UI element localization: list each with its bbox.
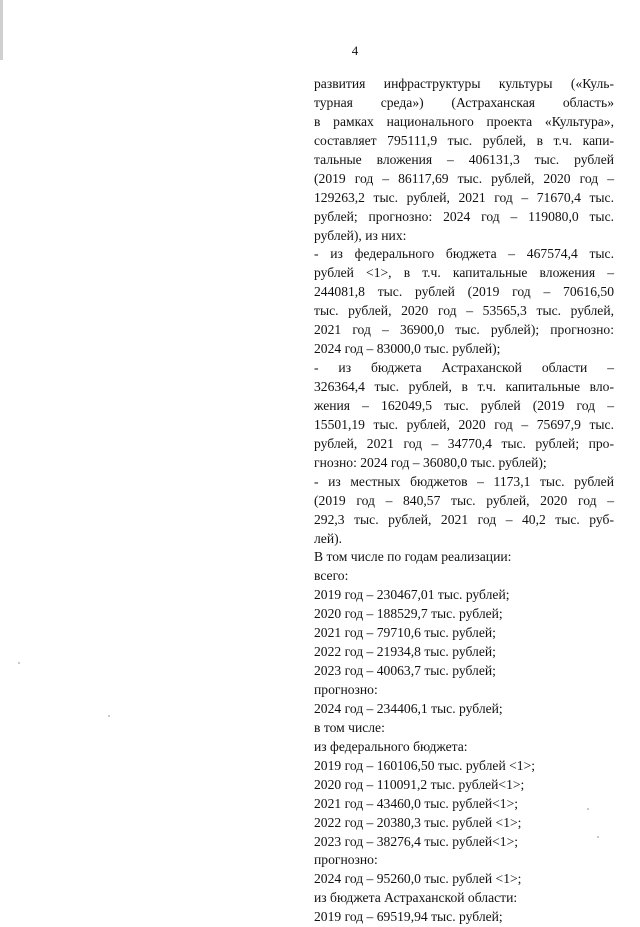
text-line: (2019 год – 86117,69 тыс. рублей, 2020 год – — [314, 170, 614, 186]
text-line: 2019 год – 69519,94 тыс. рублей; — [314, 909, 503, 925]
text-line: 2019 год – 160106,50 тыс. рублей <1>; — [314, 757, 536, 773]
text-line: - из федерального бюджета – 467574,4 тыс. — [314, 246, 614, 262]
text-line: тыс. рублей, 2020 год – 53565,3 тыс. рублей, — [314, 303, 614, 319]
text-line: 2024 год – 234406,1 тыс. рублей; — [314, 700, 503, 716]
text-line: развития инфраструктуры культуры («Куль- — [314, 76, 614, 91]
text-line: тальные вложения – 406131,3 тыс. рублей — [314, 151, 614, 167]
page-number: 4 — [351, 43, 359, 58]
text-line: прогнозно: — [314, 852, 378, 868]
scan-speck — [597, 836, 599, 838]
scan-edge-mark — [0, 0, 3, 60]
scan-speck — [587, 808, 589, 810]
text-line: 2021 год – 43460,0 тыс. рублей<1>; — [314, 795, 519, 811]
text-line: 2023 год – 40063,7 тыс. рублей; — [314, 663, 496, 679]
text-line: всего: — [314, 568, 349, 584]
scan-speck — [108, 715, 110, 717]
text-line: гнозно: 2024 год – 36080,0 тыс. рублей); — [314, 454, 547, 470]
text-line: В том числе по годам реализации: — [314, 549, 512, 565]
text-column — [314, 75, 614, 927]
text-line: - из местных бюджетов – 1173,1 тыс. рублей — [314, 473, 614, 489]
text-line: 2024 год – 95260,0 тыс. рублей <1>; — [314, 871, 522, 887]
text-line: - из бюджета Астраханской области – — [314, 360, 614, 376]
text-line: 2024 год – 83000,0 тыс. рублей); — [314, 341, 501, 357]
text-line: из бюджета Астраханской области: — [314, 890, 518, 906]
text-line: 292,3 тыс. рублей, 2021 год – 40,2 тыс. руб- — [314, 511, 614, 527]
text-line: из федерального бюджета: — [314, 738, 468, 754]
text-line: рублей), из них: — [314, 227, 407, 243]
text-line: лей). — [314, 530, 343, 546]
text-line: составляет 795111,9 тыс. рублей, в т.ч. капи- — [314, 132, 614, 148]
text-line: в рамках национального проекта «Культура», — [314, 113, 614, 129]
text-line: 2020 год – 188529,7 тыс. рублей; — [314, 606, 503, 622]
text-line: 2020 год – 110091,2 тыс. рублей<1>; — [314, 776, 525, 792]
text-line: прогнозно: — [314, 682, 378, 697]
text-line: 2023 год – 38276,4 тыс. рублей<1>; — [314, 833, 519, 849]
text-line: в том числе: — [314, 719, 385, 735]
text-line: 2019 год – 230467,01 тыс. рублей; — [314, 587, 510, 603]
text-line: жения – 162049,5 тыс. рублей (2019 год – — [314, 397, 614, 413]
text-line: 2022 год – 21934,8 тыс. рублей; — [314, 644, 496, 660]
text-line: турная среда») (Астраханская область» — [314, 94, 614, 110]
text-line: 2022 год – 20380,3 тыс. рублей <1>; — [314, 814, 522, 830]
text-line: 2021 год – 36900,0 тыс. рублей); прогнозно: — [314, 322, 614, 338]
text-line: 129263,2 тыс. рублей, 2021 год – 71670,4 тыс. — [314, 189, 614, 205]
text-line: 2021 год – 79710,6 тыс. рублей; — [314, 625, 496, 641]
text-line: (2019 год – 840,57 тыс. рублей, 2020 год – — [314, 492, 614, 508]
text-line: 15501,19 тыс. рублей, 2020 год – 75697,9 тыс. — [314, 416, 614, 432]
scan-speck — [18, 662, 20, 664]
text-line: рублей <1>, в т.ч. капитальные вложения – — [314, 265, 614, 281]
text-line: 326364,4 тыс. рублей, в т.ч. капитальные вло- — [314, 379, 614, 394]
text-line: 244081,8 тыс. рублей (2019 год – 70616,50 — [314, 284, 614, 300]
text-line: рублей; прогнозно: 2024 год – 119080,0 тыс. — [314, 208, 614, 224]
text-line: рублей, 2021 год – 34770,4 тыс. рублей; про- — [314, 435, 614, 451]
